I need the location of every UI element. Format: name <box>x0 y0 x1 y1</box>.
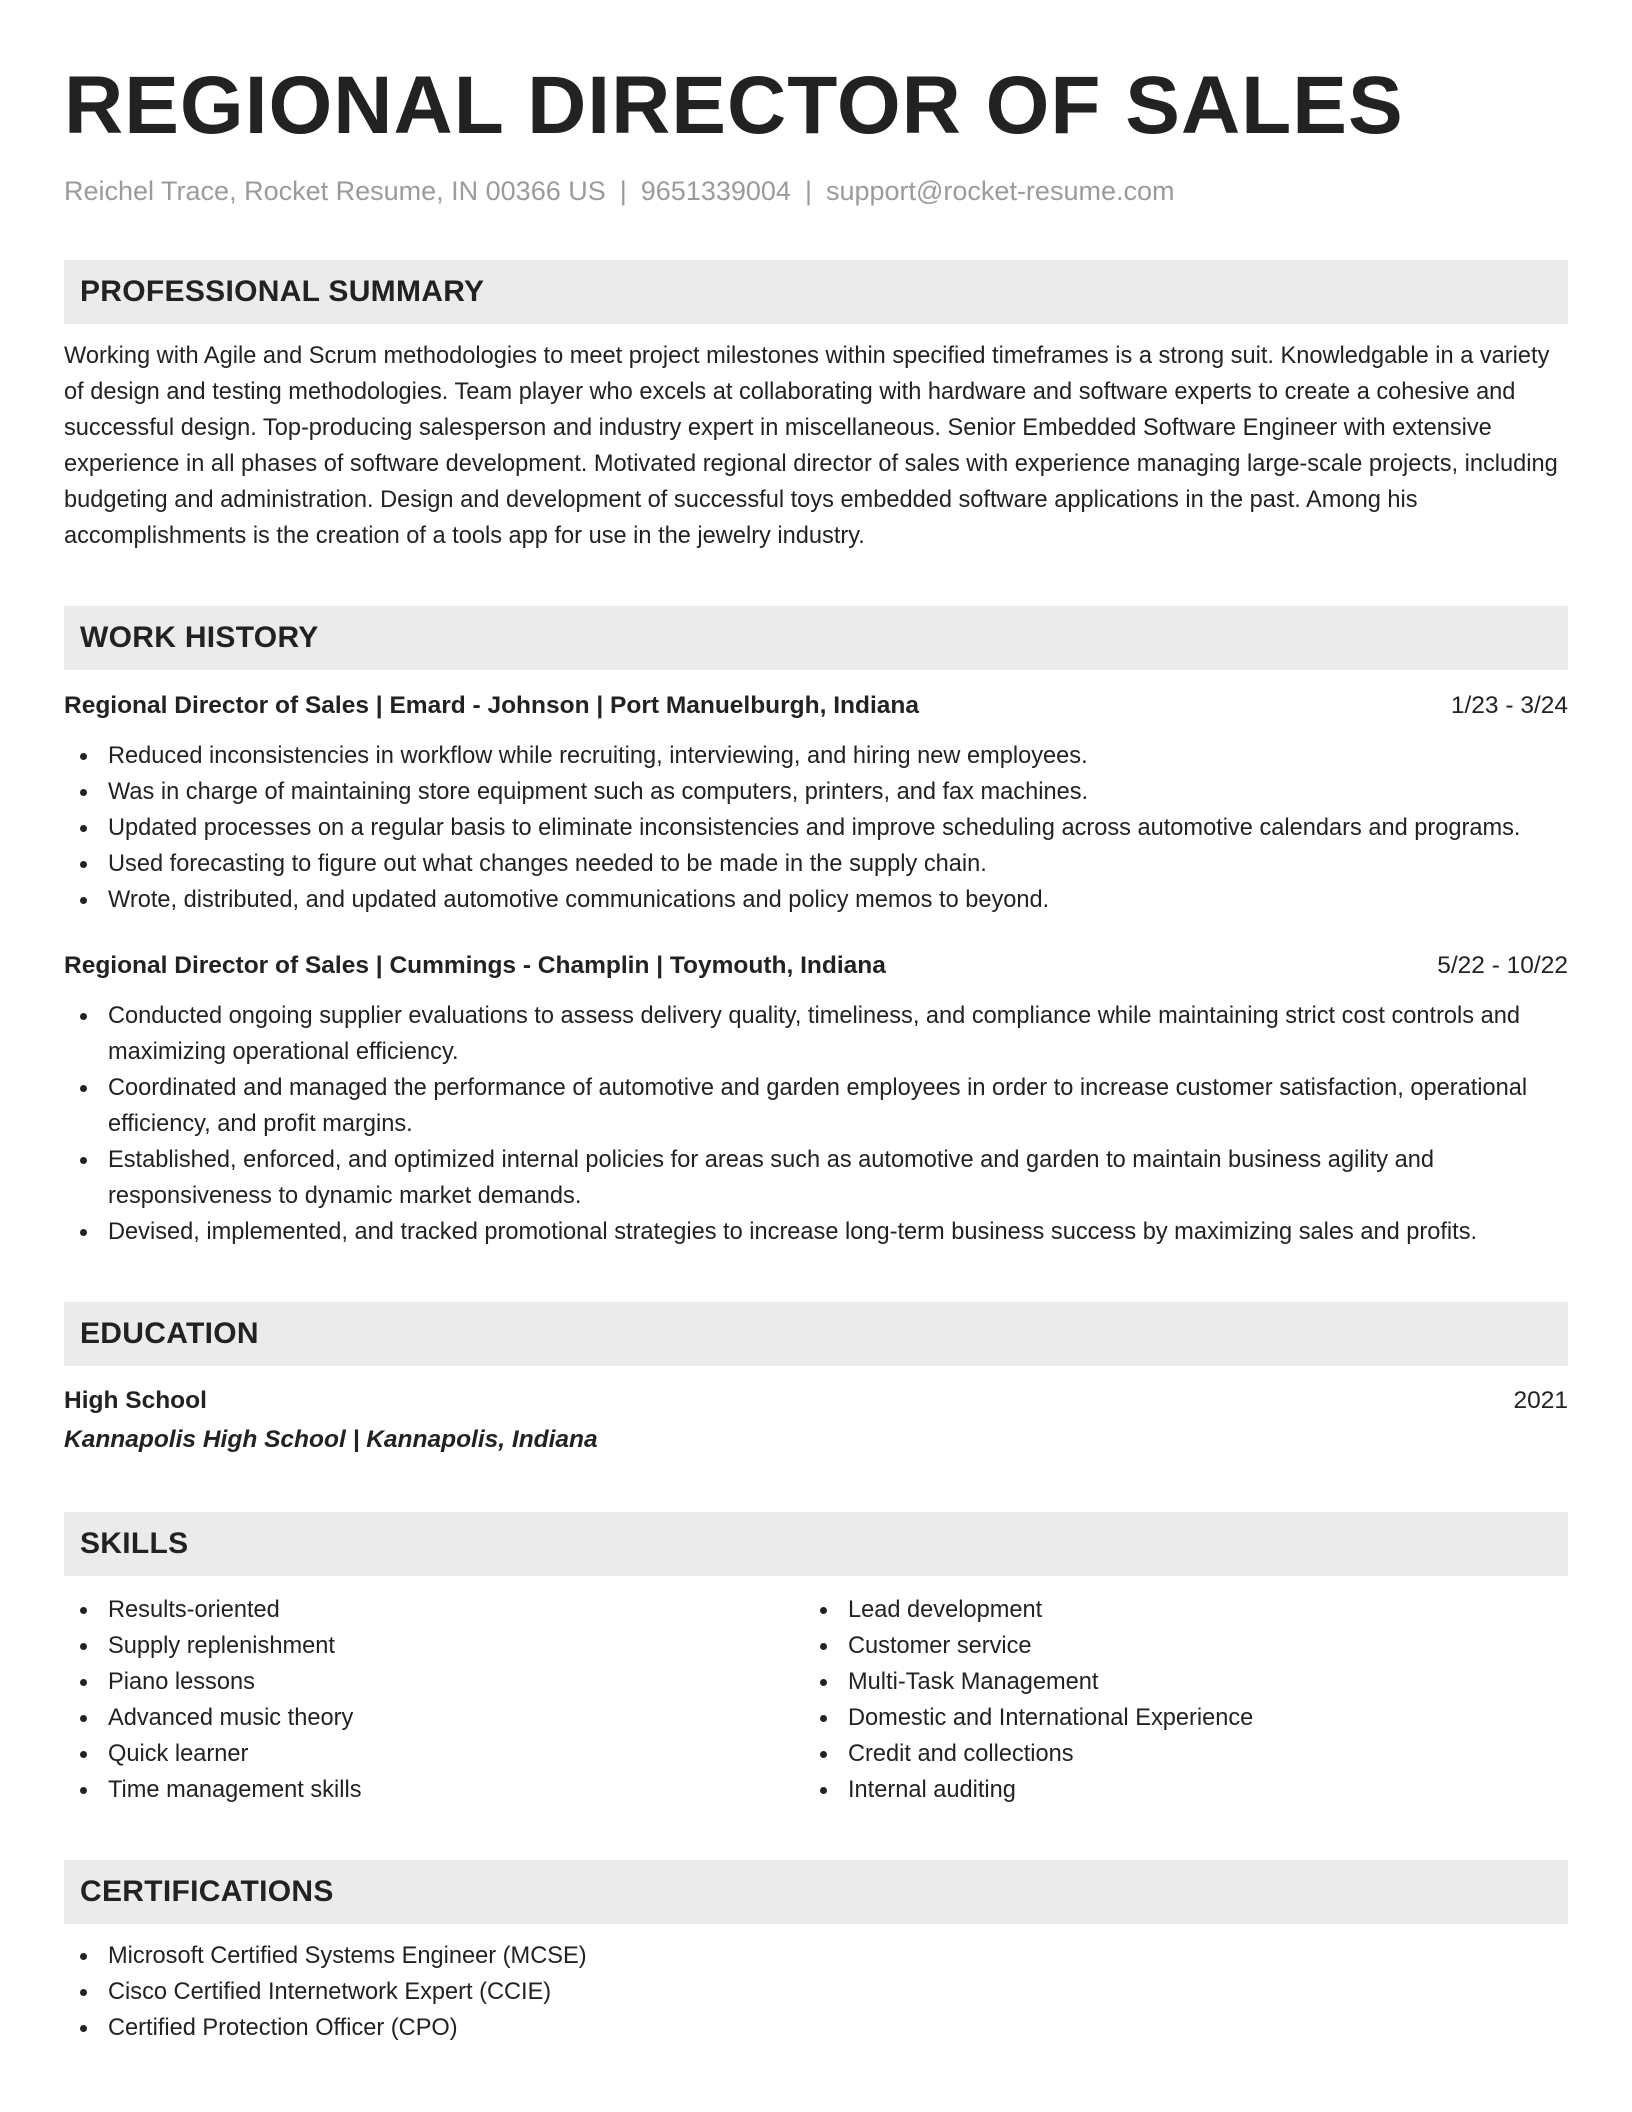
job-bullet: Reduced inconsistencies in workflow while recruiting, interviewing, and hiring new employees. <box>64 738 1568 774</box>
job-title: Regional Director of Sales | Emard - Johnson | Port Manuelburgh, Indiana <box>64 692 919 719</box>
skills-heading: SKILLS <box>80 1527 189 1560</box>
certification-item: Cisco Certified Internetwork Expert (CCIE) <box>64 1974 1568 2010</box>
job-bullet: Conducted ongoing supplier evaluations to assess delivery quality, timeliness, and compliance while maintaining strict cost controls and maximizing operational efficiency. <box>64 998 1568 1070</box>
education-degree: High School <box>64 1387 207 1414</box>
skills-section-header <box>64 1512 1568 1576</box>
certifications-heading: CERTIFICATIONS <box>80 1875 334 1908</box>
job-bullets <box>64 998 1568 1250</box>
skill-item: Time management skills <box>64 1772 804 1808</box>
job-bullet: Used forecasting to figure out what changes needed to be made in the supply chain. <box>64 846 1568 882</box>
certifications-section-header <box>64 1860 1568 1924</box>
skill-item: Multi-Task Management <box>804 1664 1544 1700</box>
skills-column-left <box>64 1592 804 1808</box>
summary-section-header <box>64 260 1568 324</box>
certifications-list <box>64 1938 1568 2046</box>
job-entry <box>64 948 1568 1250</box>
contact-separator: | <box>619 176 627 206</box>
skills-list <box>64 1592 1568 1808</box>
education-header <box>64 1382 1568 1420</box>
work-section-header <box>64 606 1568 670</box>
contact-line <box>64 174 1568 208</box>
job-bullet: Updated processes on a regular basis to eliminate inconsistencies and improve scheduling across automotive calendars and programs. <box>64 810 1568 846</box>
skill-item: Lead development <box>804 1592 1544 1628</box>
skill-item: Quick learner <box>64 1736 804 1772</box>
contact-address: Reichel Trace, Rocket Resume, IN 00366 US <box>64 176 606 206</box>
skill-item: Piano lessons <box>64 1664 804 1700</box>
education-school: Kannapolis High School | Kannapolis, Indiana <box>64 1426 598 1453</box>
skills-column-right <box>804 1592 1544 1808</box>
job-bullet: Was in charge of maintaining store equipment such as computers, printers, and fax machines. <box>64 774 1568 810</box>
job-date: 1/23 - 3/24 <box>1450 692 1568 719</box>
education-entry <box>64 1382 1568 1460</box>
work-heading: WORK HISTORY <box>80 621 319 654</box>
education-section-header <box>64 1302 1568 1366</box>
job-date: 5/22 - 10/22 <box>1437 952 1568 979</box>
job-header <box>64 688 1568 724</box>
contact-separator: | <box>804 176 812 206</box>
education-year: 2021 <box>1513 1387 1568 1414</box>
certification-item: Microsoft Certified Systems Engineer (MCSE) <box>64 1938 1568 1974</box>
skill-item: Customer service <box>804 1628 1544 1664</box>
job-entry <box>64 688 1568 918</box>
skill-item: Credit and collections <box>804 1736 1544 1772</box>
job-bullet: Established, enforced, and optimized internal policies for areas such as automotive and garden to maintain business agility and responsiveness to dynamic market demands. <box>64 1142 1568 1214</box>
contact-email: support@rocket-resume.com <box>825 176 1175 206</box>
contact-phone: 9651339004 <box>640 176 791 206</box>
job-header <box>64 948 1568 984</box>
skill-item: Results-oriented <box>64 1592 804 1628</box>
summary-text: Working with Agile and Scrum methodologies to meet project milestones within specified timeframes is a strong suit. Knowledgable in a variety of design and testing methodologies. Team player who excels at collaborating with hardware and software experts to create a cohesive and successful design. Top-producing salesperson and industry expert in miscellaneous. Senior Embedded Software Engineer with extensive experience in all phases of software development. Motivated regional director of sales with experience managing large-scale projects, including budgeting and administration. Design and development of successful toys embedded software applications in the past. Among his accomplishments is the creation of a tools app for use in the jewelry industry. <box>64 343 1558 549</box>
skill-item: Supply replenishment <box>64 1628 804 1664</box>
education-heading: EDUCATION <box>80 1317 259 1350</box>
job-bullet: Wrote, distributed, and updated automotive communications and policy memos to beyond. <box>64 882 1568 918</box>
job-bullet: Devised, implemented, and tracked promotional strategies to increase long-term business success by maximizing sales and profits. <box>64 1214 1568 1250</box>
resume-name: REGIONAL DIRECTOR OF SALES <box>64 60 1404 151</box>
certification-item: Certified Protection Officer (CPO) <box>64 2010 1568 2046</box>
skill-item: Domestic and International Experience <box>804 1700 1544 1736</box>
job-bullet: Coordinated and managed the performance of automotive and garden employees in order to increase customer satisfaction, operational efficiency, and profit margins. <box>64 1070 1568 1142</box>
job-bullets <box>64 738 1568 918</box>
job-title: Regional Director of Sales | Cummings - Champlin | Toymouth, Indiana <box>64 952 886 979</box>
summary-heading: PROFESSIONAL SUMMARY <box>80 275 485 308</box>
skill-item: Advanced music theory <box>64 1700 804 1736</box>
skill-item: Internal auditing <box>804 1772 1544 1808</box>
